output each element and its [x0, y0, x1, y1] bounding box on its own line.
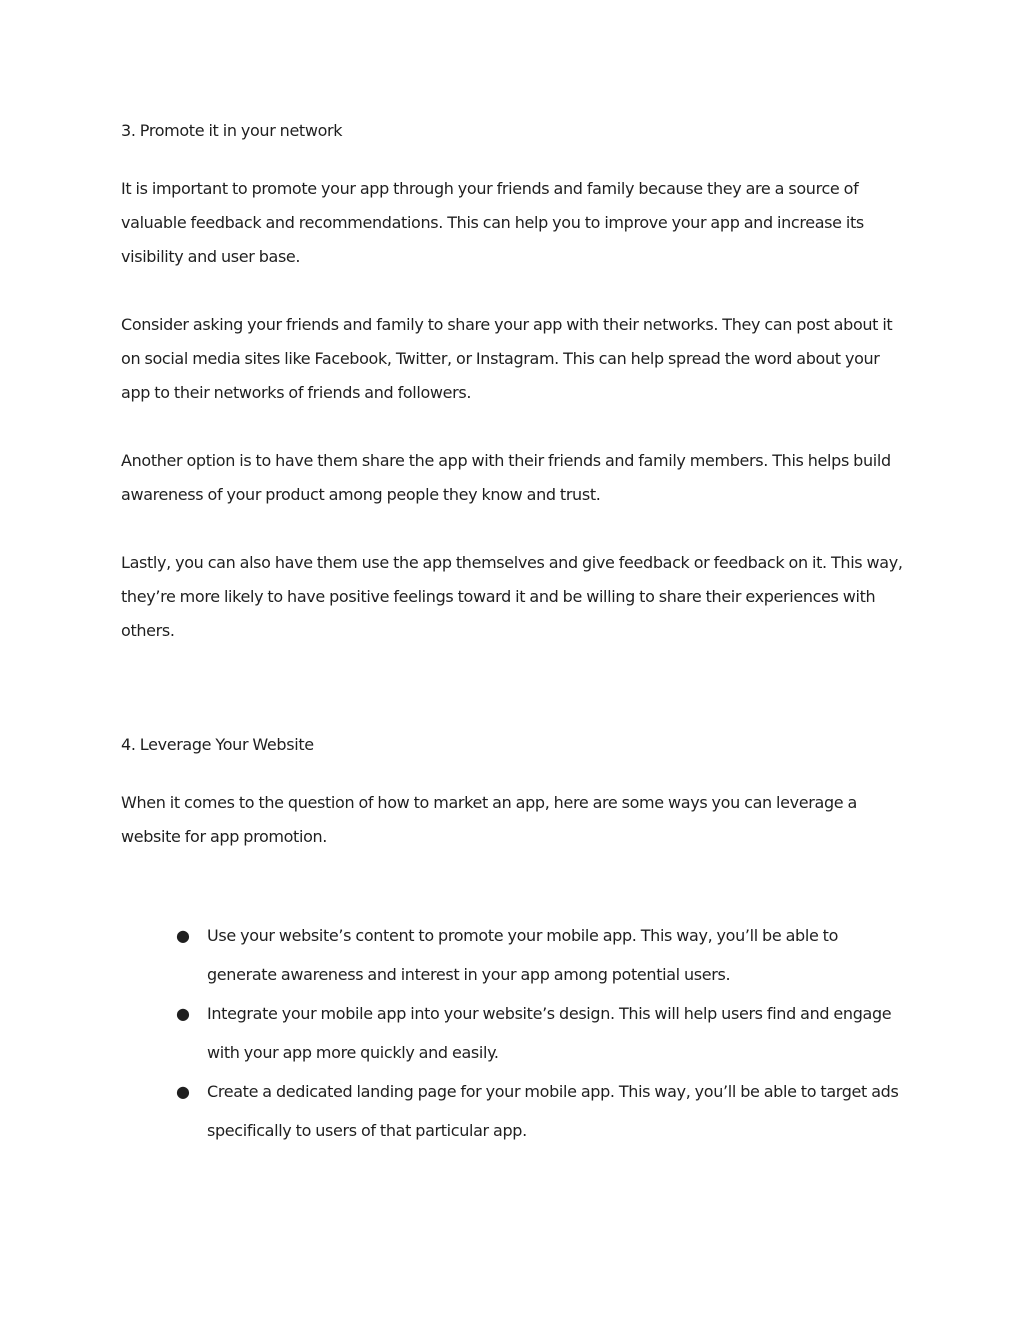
paragraph-promote-importance: It is important to promote your app through your friends and family because they are a source of valuable feedback and recommendations. This can help you to improve your app and increase its visibility and user base. — [121, 179, 864, 266]
website-tips-list — [176, 916, 907, 1150]
list-item — [176, 994, 907, 1072]
list-item-text: Integrate your mobile app into your website’s design. This will help users find and engage with your app more quickly and easily. — [207, 1004, 892, 1062]
paragraph-ask-friends-share: Consider asking your friends and family to share your app with their networks. They can post about it on social media sites like Facebook, Twitter, or Instagram. This can help spread the word about your app to their networks of friends and followers. — [121, 315, 893, 402]
bullet-icon: ● — [176, 1082, 190, 1101]
paragraph-website-intro: When it comes to the question of how to market an app, here are some ways you can leverage a website for app promotion. — [121, 793, 857, 846]
section-heading-leverage-website: 4. Leverage Your Website — [121, 735, 314, 754]
list-item — [176, 1072, 907, 1150]
list-item-text: Use your website’s content to promote your mobile app. This way, you’ll be able to generate awareness and interest in your app among potential users. — [207, 926, 839, 984]
paragraph-share-with-family: Another option is to have them share the app with their friends and family members. This helps build awareness of your product among people they know and trust. — [121, 451, 891, 504]
bullet-icon: ● — [176, 926, 190, 945]
list-item-text: Create a dedicated landing page for your mobile app. This way, you’ll be able to target ads specifically to users of that particular app. — [207, 1082, 899, 1140]
list-item — [176, 916, 907, 994]
bullet-icon: ● — [176, 1004, 190, 1023]
paragraph-use-and-feedback: Lastly, you can also have them use the app themselves and give feedback or feedback on it. This way, they’re more likely to have positive feelings toward it and be willing to share their experiences with others. — [121, 553, 903, 640]
section-heading-promote-network: 3. Promote it in your network — [121, 121, 343, 140]
